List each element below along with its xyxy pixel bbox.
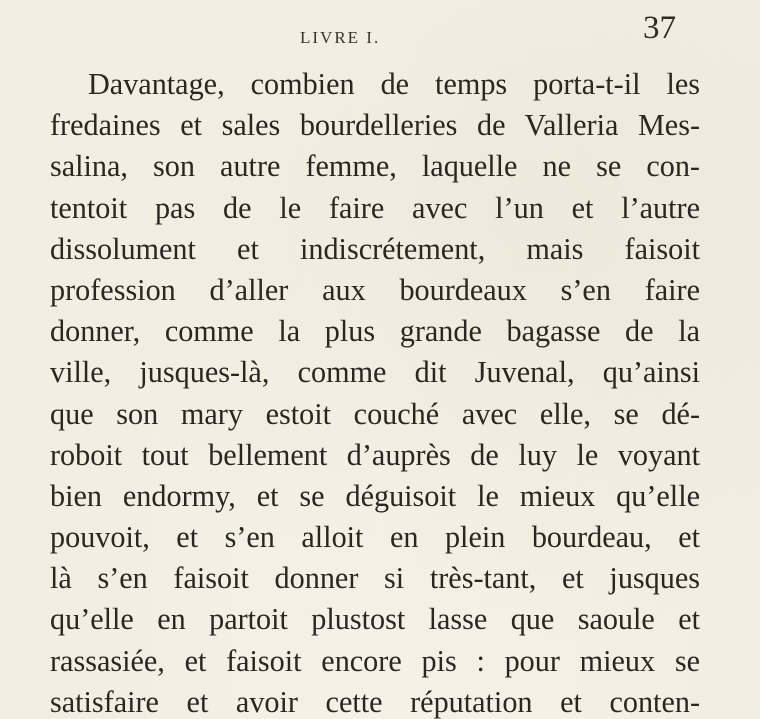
page-number: 37 <box>643 10 676 46</box>
text-line: satisfaire et avoir cette réputation et conten- <box>50 684 700 719</box>
text-line: là s’en faisoit donner si très-tant, et jusques <box>50 561 700 596</box>
text-line: profession d’aller aux bourdeaux s’en faire <box>50 272 700 307</box>
text-line: rassasiée, et faisoit encore pis : pour mieux se <box>50 643 700 678</box>
text-line: ville, jusques-là, comme dit Juvenal, qu’ainsi <box>50 355 700 390</box>
text-line: tentoit pas de le faire avec l’un et l’autre <box>50 190 700 225</box>
text-line: roboit tout bellement d’auprès de luy le voyant <box>50 437 700 472</box>
text-line: qu’elle en partoit plustost lasse que saoule et <box>50 602 700 637</box>
text-line: fredaines et sales bourdelleries de Valleria Mes- <box>50 108 700 143</box>
text-line: bien endormy, et se déguisoit le mieux qu’elle <box>50 478 700 513</box>
text-line: que son mary estoit couché avec elle, se dé- <box>50 396 700 431</box>
text-line: dissolument et indiscrétement, mais faisoit <box>50 231 700 266</box>
text-line: donner, comme la plus grande bagasse de la <box>50 314 700 349</box>
running-head: LIVRE I. <box>300 28 381 47</box>
text-line: Davantage, combien de temps porta-t-il les <box>88 67 700 101</box>
text-line: salina, son autre femme, laquelle ne se con- <box>50 149 700 184</box>
body-text <box>50 64 700 719</box>
text-line: pouvoit, et s’en alloit en plein bourdeau, et <box>50 520 700 555</box>
